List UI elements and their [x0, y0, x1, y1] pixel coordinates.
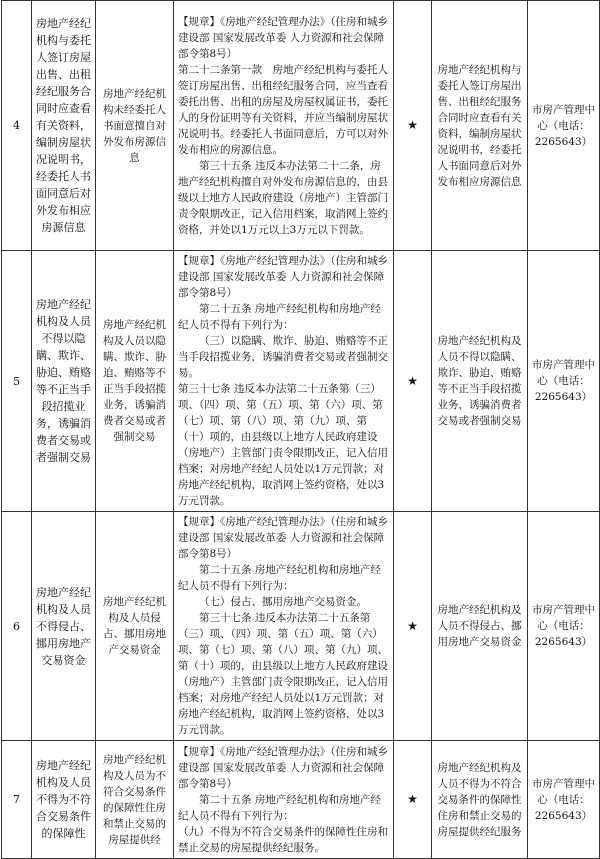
check-content: 房地产经纪机构及人员不得为不符合交易条件的保障性住房和禁止交易的房屋提供经纪服务 — [432, 741, 528, 859]
basis-paragraph: （三）以隐瞒、欺诈、胁迫、贿赂等不正当手段招揽业务，诱骗消费者交易或者强制交易。 — [178, 335, 388, 379]
row-number: 6 — [2, 512, 32, 741]
basis-paragraph: 【规章】《房地产经纪管理办法》（住房和城乡建设部 国家发展改革委 人力资源和社会保障部令第8号） — [178, 745, 388, 790]
violation-category: 房地产经纪机构及人员侵占、挪用房地产交易资金 — [96, 512, 174, 741]
row-number: 7 — [2, 741, 32, 859]
legal-basis — [174, 251, 394, 512]
basis-paragraph: 【规章】《房地产经纪管理办法》（住房和城乡建设部 国家发展改革委 人力资源和社会保障部令第8号） — [178, 15, 388, 60]
table-row — [2, 1, 600, 251]
basis-paragraph: 第二十二条第一款 房地产经纪机构与委托人签订房屋出售、出租经纪服务合同，应当查看委托出售、出租的房屋及房屋权属证书，委托人的身份证明等有关资料，并应当编制房屋状况说明书。经委托人书面同意后，方可以对外发布相应的房源信息。 — [178, 63, 388, 156]
table-row — [2, 741, 600, 859]
responsible-dept: 市房产管理中心（电话：2265643） — [528, 1, 600, 251]
violation-category: 房地产经纪机构及人员以隐瞒、欺诈、胁迫、贿赂等不正当手段招揽业务，诱骗消费者交易或者强制交易 — [96, 251, 174, 512]
star-icon: ★ — [394, 1, 432, 251]
responsible-dept: 市房产管理中心（电话：2265643） — [528, 741, 600, 859]
check-item: 房地产经纪机构及人员不得为不符合交易条件的保障性 — [32, 741, 96, 859]
violation-category: 房地产经纪机构及人员为不符合交易条件的保障性住房和禁止交易的房屋提供经 — [96, 741, 174, 859]
star-icon: ★ — [394, 512, 432, 741]
basis-paragraph: 第三十七条 违反本办法第二十五条第（三）项、（四）项、第（五）项、第（六）项、第（七）项、第（八）项、第（九）项、第（十）项的，由县级以上地方人民政府建设（房地产）主管部门责令限期改正，记入信用档案；对房地产经纪人员处以1万元罚款；对房地产经纪机构，取消网上签约资格，处以3万元罚款。 — [178, 612, 388, 736]
check-item: 房地产经纪机构及人员不得侵占、挪用房地产交易资金 — [32, 512, 96, 741]
basis-paragraph: 第二十五条 房地产经纪机构和房地产经纪人员不得有下列行为： — [178, 793, 381, 822]
basis-paragraph: 【规章】《房地产经纪管理办法》（住房和城乡建设部 国家发展改革委 人力资源和社会保障部令第8号） — [178, 255, 388, 299]
violation-category: 房地产经纪机构未经委托人书面意擅自对外发布房源信息 — [96, 1, 174, 251]
table-row — [2, 512, 600, 741]
basis-paragraph: （七）侵占、挪用房地产交易资金。 — [199, 596, 367, 608]
basis-paragraph: 【规章】《房地产经纪管理办法》（住房和城乡建设部 国家发展改革委 人力资源和社会保障部令第8号） — [178, 516, 388, 560]
basis-paragraph: 第三十七条 违反本办法第二十五条第（三）项、（四）项、第（五）项、第（六）项、第（七）项、第（八）项、第（九）项、第（十）项的，由县级以上地方人民政府建设（房地产）主管部门责令限期改正，记入信用档案；对房地产经纪人员处以1万元罚款；对房地产经纪机构，取消网上签约资格，处以3万元罚款。 — [178, 383, 388, 507]
star-icon: ★ — [394, 251, 432, 512]
check-content: 房地产经纪机构及人员不得以隐瞒、欺诈、胁迫、贿赂等不正当手段招揽业务，诱骗消费者交易或者强制交易 — [432, 251, 528, 512]
star-icon: ★ — [394, 741, 432, 859]
row-number: 5 — [2, 251, 32, 512]
check-content: 房地产经纪机构与委托人签订房屋出售、出租经纪服务合同时应查看有关资料，编制房屋状况说明书，经委托人书面同意后对外发布相应房源信息 — [432, 1, 528, 251]
legal-basis — [174, 1, 394, 251]
basis-paragraph: 第三十五条 违反本办法第二十二条，房地产经纪机构擅自对外发布房源信息的，由县级以上地方人民政府建设（房地产）主管部门责令限期改正，记入信用档案，取消网上签约资格，并处以1万元以上3万元以下罚款。 — [178, 159, 388, 236]
check-item: 房地产经纪机构及人员不得以隐瞒、欺诈、胁迫、贿赂等不正当手段招揽业务，诱骗消费者交易或者强制交易 — [32, 251, 96, 512]
legal-basis — [174, 741, 394, 859]
row-number: 4 — [2, 1, 32, 251]
table-row — [2, 251, 600, 512]
check-item: 房地产经纪机构与委托人签订房屋出售、出租经纪服务合同时应查看有关资料，编制房屋状况说明书，经委托人书面同意后对外发布相应房源信息 — [32, 1, 96, 251]
basis-paragraph: 第二十五条 房地产经纪机构和房地产经纪人员不得有下列行为： — [178, 303, 381, 331]
regulation-table — [1, 0, 600, 859]
check-content: 房地产经纪机构及人员不得侵占、挪用房地产交易资金 — [432, 512, 528, 741]
basis-paragraph: 第二十五条 房地产经纪机构和房地产经纪人员不得有下列行为： — [178, 564, 381, 592]
responsible-dept: 市房产管理中心（电话：2265643） — [528, 512, 600, 741]
basis-paragraph: （九）不得为不符合交易条件的保障性住房和禁止交易的房屋提供经纪服务。 — [178, 825, 388, 854]
responsible-dept: 市房产管理中心（电话：2265643） — [528, 251, 600, 512]
legal-basis — [174, 512, 394, 741]
